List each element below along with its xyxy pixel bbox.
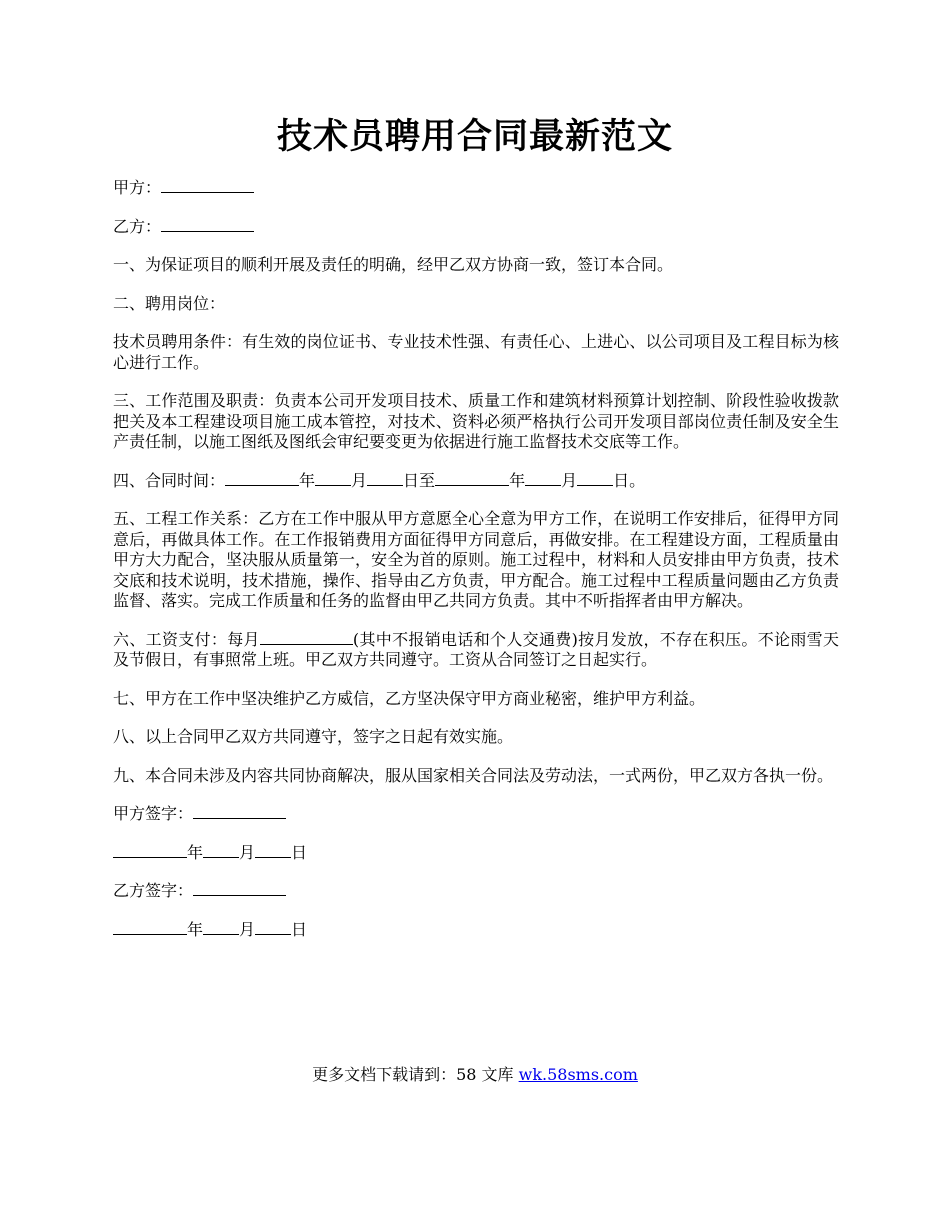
start-year-label: 年 — [299, 470, 316, 490]
party-a-label: 甲方： — [113, 178, 162, 197]
start-day-label: 日至 — [403, 470, 436, 490]
salary-blank — [260, 630, 353, 645]
start-month-label: 月 — [351, 470, 368, 490]
party-b-year-label: 年 — [187, 919, 204, 939]
clause-4-label: 四、合同时间： — [113, 470, 226, 490]
clause-2: 二、聘用岗位： — [113, 293, 226, 313]
party-a-signature-blank — [193, 804, 286, 819]
party-a-date-line — [113, 843, 839, 864]
document-title: 技术员聘用合同最新范文 — [276, 117, 673, 157]
party-a-blank — [161, 178, 254, 193]
document-body — [113, 178, 839, 958]
footer-text: 更多文档下载请到：58 文库 — [312, 1065, 519, 1084]
clause-7: 七、甲方在工作中坚决维护乙方威信，乙方坚决保守甲方商业秘密，维护甲方利益。 — [113, 688, 706, 708]
clause-1: 一、为保证项目的顺利开展及责任的明确，经甲乙双方协商一致，签订本合同。 — [113, 255, 674, 274]
party-a-year-blank — [113, 843, 187, 858]
clause-6-text: (其中不报销电话和个人交通费)按月发放，不存在积压。不论雨雪天及节假日，有事照常上班。甲乙双方共同遵守。工资从合同签订之日起实行。 — [113, 629, 839, 669]
clause-4 — [113, 471, 839, 492]
end-year-blank — [435, 471, 509, 486]
start-month-blank — [315, 471, 351, 486]
end-day-label: 日。 — [613, 470, 646, 490]
party-a-month-label: 月 — [239, 842, 256, 862]
party-a-day-blank — [255, 843, 291, 858]
start-day-blank — [367, 471, 403, 486]
party-b-signature-blank — [193, 881, 286, 896]
party-b-signature-line — [113, 881, 839, 902]
party-a-month-blank — [203, 843, 239, 858]
party-b-year-blank — [113, 920, 187, 935]
party-b-day-blank — [255, 920, 291, 935]
clause-6 — [113, 630, 839, 671]
party-b-signature-label: 乙方签字： — [113, 881, 194, 900]
end-year-label: 年 — [509, 470, 526, 490]
clause-9: 九、本合同未涉及内容共同协商解决，服从国家相关合同法及劳动法，一式两份，甲乙双方各执一份。 — [113, 765, 834, 785]
clause-6-label: 六、工资支付：每月 — [113, 629, 260, 649]
party-a-day-label: 日 — [291, 842, 308, 862]
footer — [0, 1064, 950, 1086]
party-a-line — [113, 178, 839, 199]
party-b-month-blank — [203, 920, 239, 935]
clause-5: 五、工程工作关系：乙方在工作中服从甲方意愿全心全意为甲方工作，在说明工作安排后，征得甲方同意后，再做具体工作。在工作报销费用方面征得甲方同意后，再做安排。在工程建设方面，工程质量由甲方大力配合，坚决服从质量第一，安全为首的原则。施工过程中，材料和人员安排由甲方负责，技术交底和技术说明，技术措施，操作、指导由乙方负责，甲方配合。施工过程中工程质量问题由乙方负责监督、落实。完成工作质量和任务的监督由甲乙共同方负责。其中不听指挥者由甲方解决。 — [113, 509, 839, 610]
party-a-signature-label: 甲方签字： — [113, 804, 194, 823]
start-year-blank — [225, 471, 299, 486]
clause-8: 八、以上合同甲乙双方共同遵守，签字之日起有效实施。 — [113, 727, 514, 746]
party-a-year-label: 年 — [187, 842, 204, 862]
footer-link[interactable]: wk.58sms.com — [518, 1065, 638, 1084]
party-b-line — [113, 217, 839, 238]
party-b-date-line — [113, 920, 839, 941]
party-b-label: 乙方： — [113, 216, 162, 236]
clause-3: 三、工作范围及职责：负责本公司开发项目技术、质量工作和建筑材料预算计划控制、阶段性验收拨款把关及本工程建设项目施工成本管控，对技术、资料必须严格执行公司开发项目部岗位责任制及安全生产责任制，以施工图纸及图纸会审纪要变更为依据进行施工监督技术交底等工作。 — [113, 391, 839, 451]
party-a-signature-line — [113, 804, 839, 825]
clause-2-conditions: 技术员聘用条件：有生效的岗位证书、专业技术性强、有责任心、上进心、以公司项目及工程目标为核心进行工作。 — [113, 332, 839, 372]
end-month-blank — [525, 471, 561, 486]
end-day-blank — [577, 471, 613, 486]
party-b-day-label: 日 — [291, 919, 308, 939]
end-month-label: 月 — [561, 470, 578, 490]
party-b-blank — [161, 217, 254, 232]
party-b-month-label: 月 — [239, 919, 256, 939]
